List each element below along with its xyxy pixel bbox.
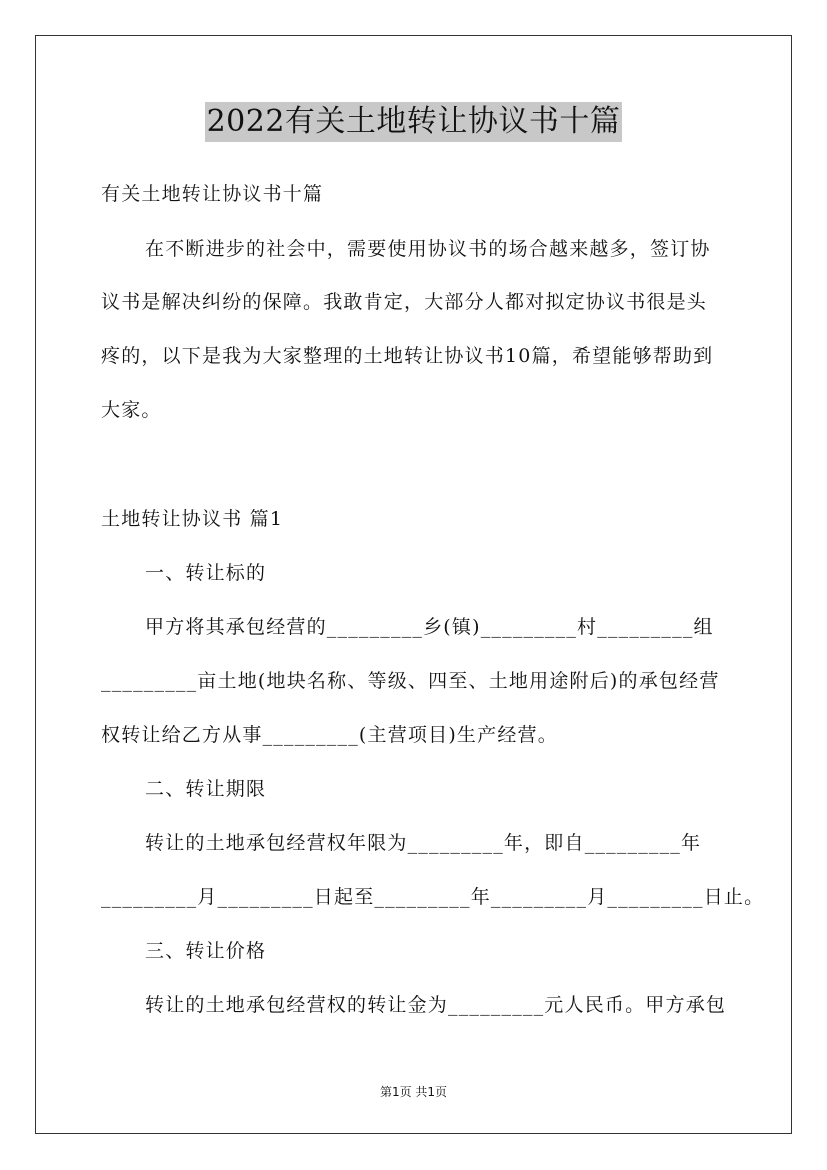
document-title: 2022有关土地转让协议书十篇 — [205, 102, 623, 142]
part1-body-line: _________亩土地(地块名称、等级、四至、土地用途附后)的承包经营 — [101, 670, 720, 692]
part1-body-line: 甲方将其承包经营的_________乡(镇)_________村_________组 — [145, 616, 714, 638]
part1-body-line: 权转让给乙方从事_________(主营项目)生产经营。 — [101, 724, 558, 746]
intro-line: 在不断进步的社会中，需要使用协议书的场合越来越多，签订协 — [145, 238, 711, 260]
part1-heading: 一、转让标的 — [145, 562, 267, 584]
intro-line: 议书是解决纠纷的保障。我敢肯定，大部分人都对拟定协议书很是头 — [101, 291, 708, 313]
page-number-footer: 第1页 共1页 — [379, 1085, 448, 1099]
title-container — [0, 102, 827, 142]
part2-heading: 二、转让期限 — [145, 778, 267, 800]
part3-heading: 三、转让价格 — [145, 940, 267, 962]
part2-body-line: _________月_________日起至_________年_________月_________日止。 — [101, 886, 765, 908]
document-subtitle: 有关土地转让协议书十篇 — [101, 183, 324, 205]
part2-body-line: 转让的土地承包经营权年限为_________年，即自_________年 — [145, 832, 702, 854]
intro-line: 大家。 — [101, 399, 162, 421]
section-heading: 土地转让协议书 篇1 — [101, 508, 284, 530]
part3-body-line: 转让的土地承包经营权的转让金为_________元人民币。甲方承包 — [145, 994, 727, 1016]
intro-line: 疼的，以下是我为大家整理的土地转让协议书10篇，希望能够帮助到 — [101, 345, 714, 367]
